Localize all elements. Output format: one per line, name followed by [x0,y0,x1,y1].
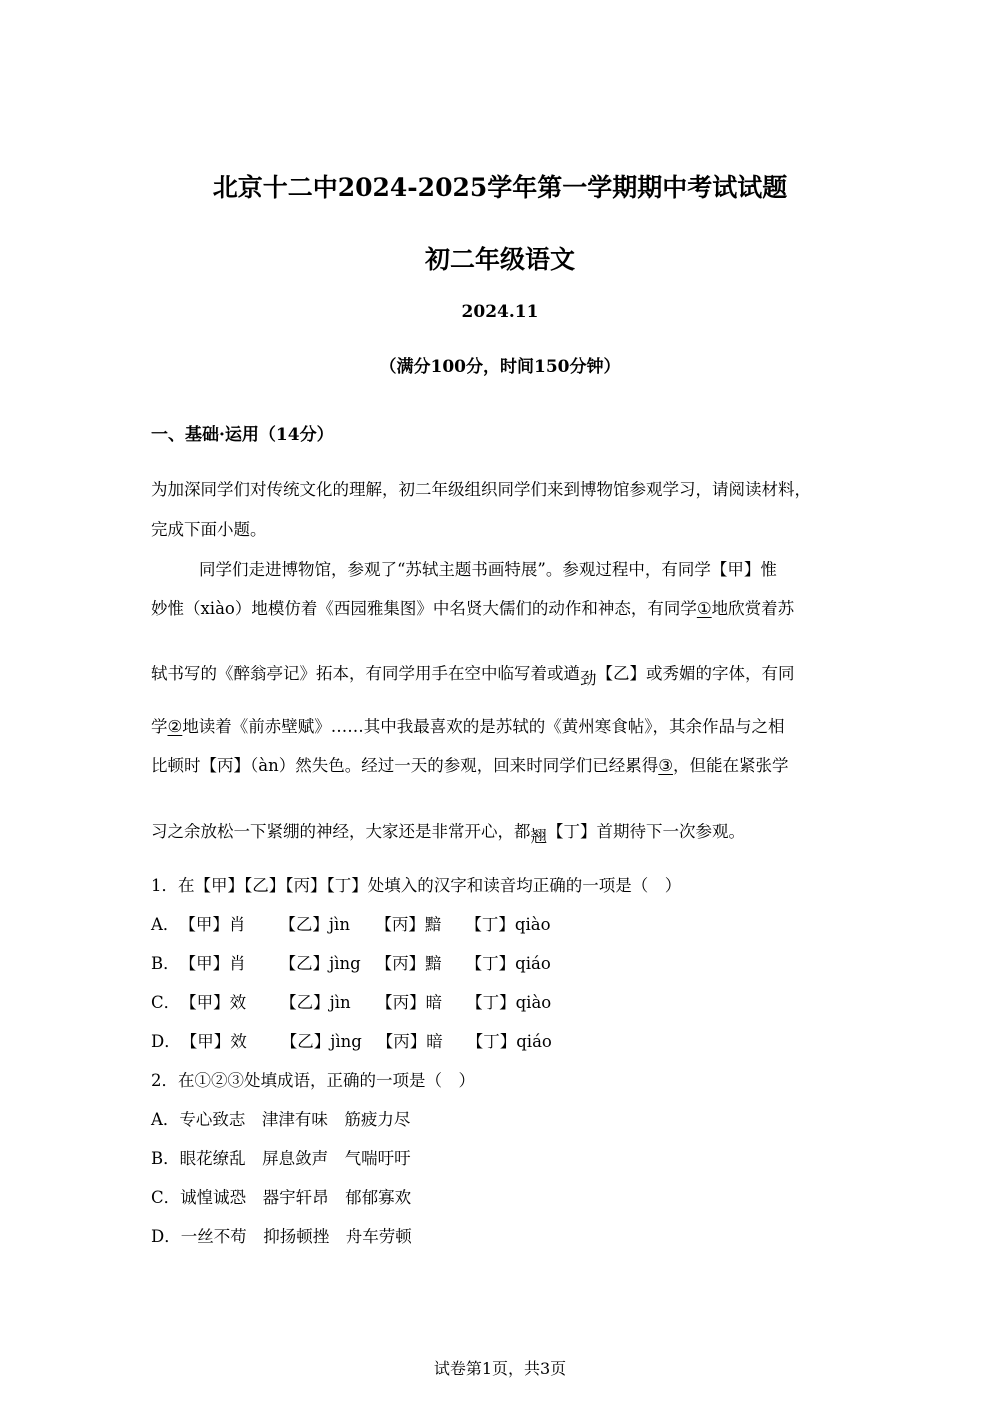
page-footer: 试卷第1页，共3页 [433,1359,567,1378]
blank-3: ③ [658,756,674,775]
option-part: 【乙】jìng [279,954,361,973]
passage-text: ，但能在紧张学 [673,756,789,775]
q1-option-b[interactable] [151,950,551,974]
option-part: 【甲】效 [180,1032,247,1051]
q1-option-c[interactable] [151,989,551,1013]
option-letter: C． [151,993,181,1012]
option-letter: D． [151,1227,181,1246]
option-part: 【乙】jìn [280,993,351,1012]
option-letter: D． [151,1032,181,1051]
intro-line-2: 完成下面小题。 [151,520,267,539]
option-part: 【丁】qiáo [465,954,551,973]
passage-text: 比顿时【丙】（àn）然失色。经过一天的参观，回来时同学们已经累得 [151,756,659,775]
passage-line-3 [151,660,795,688]
intro-line-1: 为加深同学们对传统文化的理解，初二年级组织同学们来到博物馆参观学习，请阅读材料， [151,480,811,499]
option-text: 专心致志 津津有味 筋疲力尽 [179,1110,411,1129]
option-letter: B． [151,1149,180,1168]
passage-text: 【乙】或秀媚的字体，有同 [596,664,795,683]
passage-line-4 [151,713,785,737]
option-part: 【丁】qiào [465,915,551,934]
option-part: 【甲】效 [180,993,247,1012]
q1-option-a[interactable] [151,911,551,935]
option-part: 【丙】暗 [376,1032,443,1051]
question-2-stem: 2．在①②③处填成语，正确的一项是（ ） [151,1071,475,1090]
passage-text: 习之余放松一下紧绷的神经，大家还是非常开心，都 [151,822,531,841]
option-letter: C． [151,1188,181,1207]
option-part: 【乙】jìng [280,1032,362,1051]
blank-1: ① [696,599,712,618]
passage-line-1: 同学们走进博物馆，参观了“苏轼主题书画特展”。参观过程中，有同学【甲】惟 [199,560,777,579]
option-part: 【丙】暗 [376,993,443,1012]
passage-text: 地欣赏着苏 [711,599,795,618]
q1-option-d[interactable] [151,1028,552,1052]
annotated-char: 翘 [530,827,547,846]
option-text: 眼花缭乱 屏息敛声 气喘吁吁 [179,1149,411,1168]
q2-option-b[interactable] [151,1145,411,1169]
passage-text: 地读着《前赤壁赋》……其中我最喜欢的是苏轼的《黄州寒食帖》，其余作品与之相 [182,717,785,736]
option-part: 【乙】jìn [279,915,350,934]
option-part: 【丙】黯 [375,954,442,973]
option-part: 【甲】肖 [179,954,246,973]
passage-text: 【丁】首期待下一次参观。 [547,822,745,841]
passage-line-5 [151,752,789,776]
option-letter: B． [151,954,180,973]
passage-text: 学 [151,717,168,736]
option-part: 【丁】qiào [466,993,552,1012]
option-part: 【甲】肖 [179,915,246,934]
q2-option-c[interactable] [151,1184,411,1208]
option-part: 【丙】黯 [375,915,442,934]
option-text: 诚惶诚恐 器宇轩昂 郁郁寡欢 [180,1188,412,1207]
option-letter: A． [151,1110,180,1129]
exam-subtitle: 初二年级语文 [424,245,575,274]
blank-2: ② [167,717,183,736]
q2-option-d[interactable] [151,1223,412,1247]
option-letter: A． [151,915,180,934]
q2-option-a[interactable] [151,1106,410,1130]
passage-text: 妙惟（xiào）地模仿着《西园雅集图》中名贤大儒们的动作和神态，有同学 [151,599,697,618]
option-text: 一丝不苟 抑扬顿挫 舟车劳顿 [180,1227,412,1246]
exam-title: 北京十二中2024-2025学年第一学期期中考试试题 [212,173,788,202]
passage-text: 轼书写的《醉翁亭记》拓本，有同学用手在空中临写着或遒 [151,664,580,683]
option-part: 【丁】qiáo [466,1032,552,1051]
exam-date: 2024.11 [461,302,539,322]
exam-info: （满分100分，时间150分钟） [379,357,621,377]
passage-line-2 [151,595,794,619]
annotated-char: 劲 [580,669,597,688]
passage-line-6 [151,818,745,846]
section-heading: 一、基础·运用（14分） [151,425,334,445]
question-1-stem: 1．在【甲】【乙】【丙】【丁】处填入的汉字和读音均正确的一项是（ ） [151,876,682,895]
